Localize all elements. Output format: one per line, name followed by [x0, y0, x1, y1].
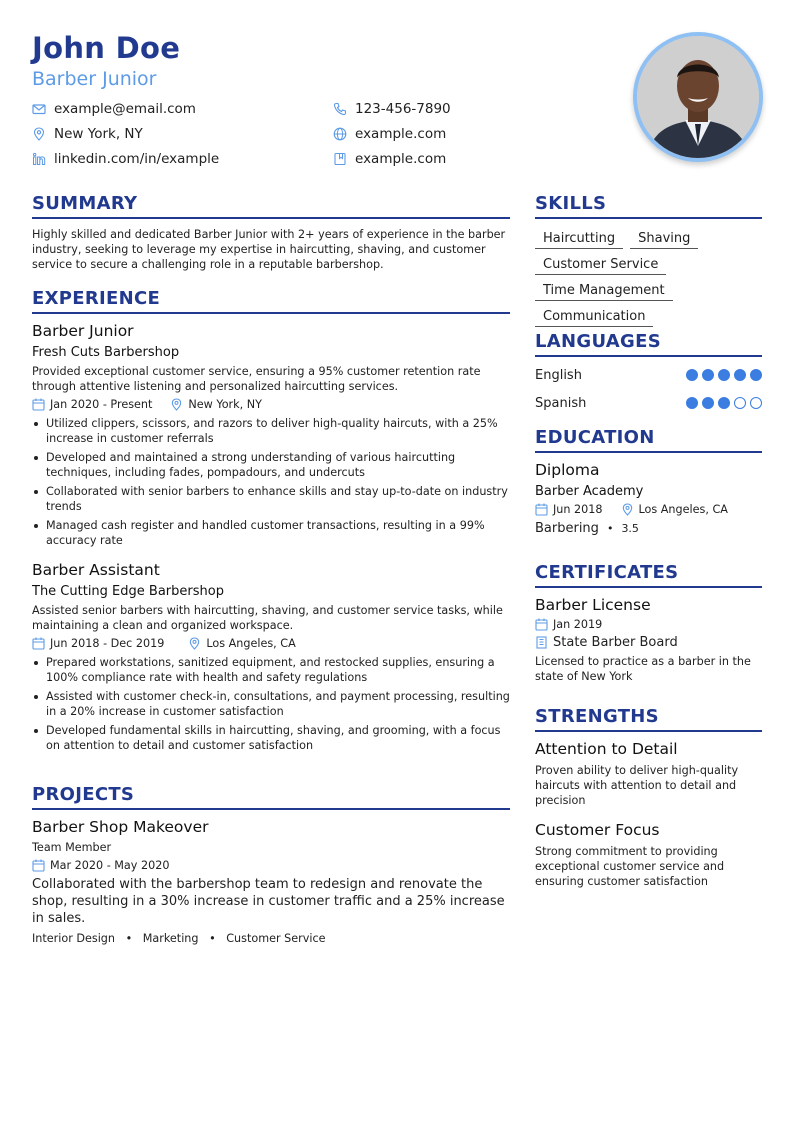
list-item: Developed fundamental skills in haircutting, shaving, and grooming, with a focus on attention to detail and customer satisfaction — [32, 723, 510, 753]
location-pin-icon — [621, 503, 634, 516]
gpa: 3.5 — [621, 522, 639, 535]
section-heading: PROJECTS — [32, 784, 510, 810]
level-dot-filled — [686, 397, 698, 409]
certificate-date: Jan 2019 — [553, 618, 603, 631]
summary-text: Highly skilled and dedicated Barber Junior with 2+ years of experience in the barber industry, seeking to leverage my expertise in haircutting, shaving, and customer service to secure a challenging role in a reputable barbershop. — [32, 228, 506, 271]
tag-separator: • — [125, 932, 133, 945]
level-dot-filled — [718, 369, 730, 381]
project-tag: Interior Design — [32, 932, 115, 945]
languages-section — [535, 331, 762, 413]
section-heading: STRENGTHS — [535, 706, 762, 732]
strength-title: Customer Focus — [535, 821, 660, 839]
education-section — [535, 427, 762, 536]
level-dot-filled — [734, 369, 746, 381]
contact-website[interactable]: example.com — [333, 126, 446, 142]
calendar-icon — [32, 637, 45, 650]
level-dot-empty — [734, 397, 746, 409]
job-description: Assisted senior barbers with haircutting, shaving, and customer service tasks, while maintaining a clean and organized workspace. — [32, 604, 503, 632]
language-name: English — [535, 368, 582, 383]
location-pin-icon — [32, 127, 46, 141]
location-pin-icon — [170, 398, 183, 411]
calendar-icon — [32, 398, 45, 411]
level-dot-filled — [702, 369, 714, 381]
education-meta — [535, 503, 762, 516]
section-heading: CERTIFICATES — [535, 562, 762, 588]
contact-email[interactable]: example@email.com — [32, 101, 196, 117]
company-name: Fresh Cuts Barbershop — [32, 345, 180, 360]
level-dot-filled — [750, 369, 762, 381]
certificate-issuer: State Barber Board — [553, 635, 678, 650]
job-meta — [32, 637, 510, 650]
projects-section — [32, 784, 510, 946]
project-title: Barber Shop Makeover — [32, 818, 209, 836]
experience-entry — [32, 322, 510, 548]
candidate-title: Barber Junior — [32, 68, 157, 90]
job-dates: Jun 2018 - Dec 2019 — [50, 637, 165, 650]
location-pin-icon — [188, 637, 201, 650]
level-dot-filled — [686, 369, 698, 381]
experience-entry — [32, 561, 510, 753]
project-dates: Mar 2020 - May 2020 — [50, 859, 170, 872]
certificate-issuer-row — [535, 635, 762, 650]
level-dot-filled — [702, 397, 714, 409]
calendar-icon — [535, 503, 548, 516]
education-dates: Jun 2018 — [553, 503, 603, 516]
profile-photo-frame — [633, 32, 763, 162]
contact-location: New York, NY — [32, 126, 143, 142]
language-row — [535, 366, 762, 385]
bookmark-icon — [333, 152, 347, 166]
building-icon — [535, 636, 548, 649]
summary-section — [32, 193, 510, 272]
strength-title: Attention to Detail — [535, 740, 678, 758]
company-name: The Cutting Edge Barbershop — [32, 584, 224, 599]
phone-icon — [333, 102, 347, 116]
job-title: Barber Junior — [32, 322, 134, 340]
language-level — [682, 394, 762, 413]
certificate-name: Barber License — [535, 596, 651, 614]
language-row — [535, 394, 762, 413]
degree: Diploma — [535, 461, 600, 479]
project-tag: Customer Service — [226, 932, 326, 945]
list-item: Utilized clippers, scissors, and razors to deliver high-quality haircuts, with a 25% increase in customer referrals — [32, 416, 510, 446]
project-role: Team Member — [32, 841, 112, 854]
experience-section — [32, 288, 510, 757]
project-description: Collaborated with the barbershop team to redesign and renovate the shop, resulting in a 30% increase in customer traffic and a 25% increase in sales. — [32, 877, 505, 926]
candidate-name: John Doe — [32, 31, 181, 65]
job-bullets — [32, 416, 510, 548]
language-level — [682, 366, 762, 385]
education-location: Los Angeles, CA — [638, 503, 728, 516]
strengths-section — [535, 706, 762, 889]
level-dot-filled — [718, 397, 730, 409]
job-description: Provided exceptional customer service, ensuring a 95% customer retention rate through attentive listening and personalized haircutting services. — [32, 365, 481, 393]
job-dates: Jan 2020 - Present — [50, 398, 153, 411]
project-tag: Marketing — [142, 932, 199, 945]
level-dot-empty — [750, 397, 762, 409]
job-meta — [32, 398, 510, 411]
section-heading: LANGUAGES — [535, 331, 762, 357]
strength-text: Strong commitment to providing exceptional customer service and ensuring customer satisfaction — [535, 845, 725, 888]
globe-icon — [333, 127, 347, 141]
education-field-row — [535, 521, 762, 536]
contact-phone[interactable]: 123-456-7890 — [333, 101, 451, 117]
skill-tag: Shaving — [630, 231, 698, 249]
job-bullets — [32, 655, 510, 753]
project-entry — [32, 818, 510, 946]
skill-tag: Time Management — [535, 283, 673, 301]
contact-portfolio[interactable]: example.com — [333, 151, 446, 167]
certificate-description: Licensed to practice as a barber in the state of New York — [535, 655, 751, 683]
certificate-date-row — [535, 618, 762, 631]
calendar-icon — [32, 859, 45, 872]
email-icon — [32, 102, 46, 116]
skill-tag: Haircutting — [535, 231, 623, 249]
project-tags — [32, 931, 510, 946]
field-of-study: Barbering — [535, 521, 599, 536]
skill-tag: Communication — [535, 309, 653, 327]
list-item: Assisted with customer check-in, consultations, and payment processing, resulting in a 20% increase in customer satisfaction — [32, 689, 510, 719]
section-heading: SKILLS — [535, 193, 762, 219]
language-name: Spanish — [535, 396, 587, 411]
skill-tag: Customer Service — [535, 257, 666, 275]
job-title: Barber Assistant — [32, 561, 160, 579]
calendar-icon — [535, 618, 548, 631]
list-item: Prepared workstations, sanitized equipment, and restocked supplies, ensuring a 100% compliance rate with health and safety regulations — [32, 655, 510, 685]
skills-list — [535, 227, 762, 331]
list-item: Developed and maintained a strong understanding of various haircutting techniques, including fades, pompadours, and undercuts — [32, 450, 510, 480]
separator: • — [606, 522, 614, 535]
strength-text: Proven ability to deliver high-quality haircuts with attention to detail and precision — [535, 764, 739, 807]
skills-section — [535, 193, 762, 331]
contact-linkedin[interactable]: linkedin.com/in/example — [32, 151, 219, 167]
school-name: Barber Academy — [535, 484, 644, 499]
section-heading: EDUCATION — [535, 427, 762, 453]
section-heading: SUMMARY — [32, 193, 510, 219]
list-item: Collaborated with senior barbers to enhance skills and stay up-to-date on industry trends — [32, 484, 510, 514]
project-meta — [32, 859, 510, 872]
section-heading: EXPERIENCE — [32, 288, 510, 314]
job-location: Los Angeles, CA — [206, 637, 296, 650]
tag-separator: • — [209, 932, 216, 945]
linkedin-icon — [32, 152, 46, 166]
list-item: Managed cash register and handled customer transactions, resulting in a 99% accuracy rate — [32, 518, 510, 548]
profile-photo — [637, 36, 759, 158]
job-location: New York, NY — [188, 398, 262, 411]
certificates-section — [535, 562, 762, 684]
